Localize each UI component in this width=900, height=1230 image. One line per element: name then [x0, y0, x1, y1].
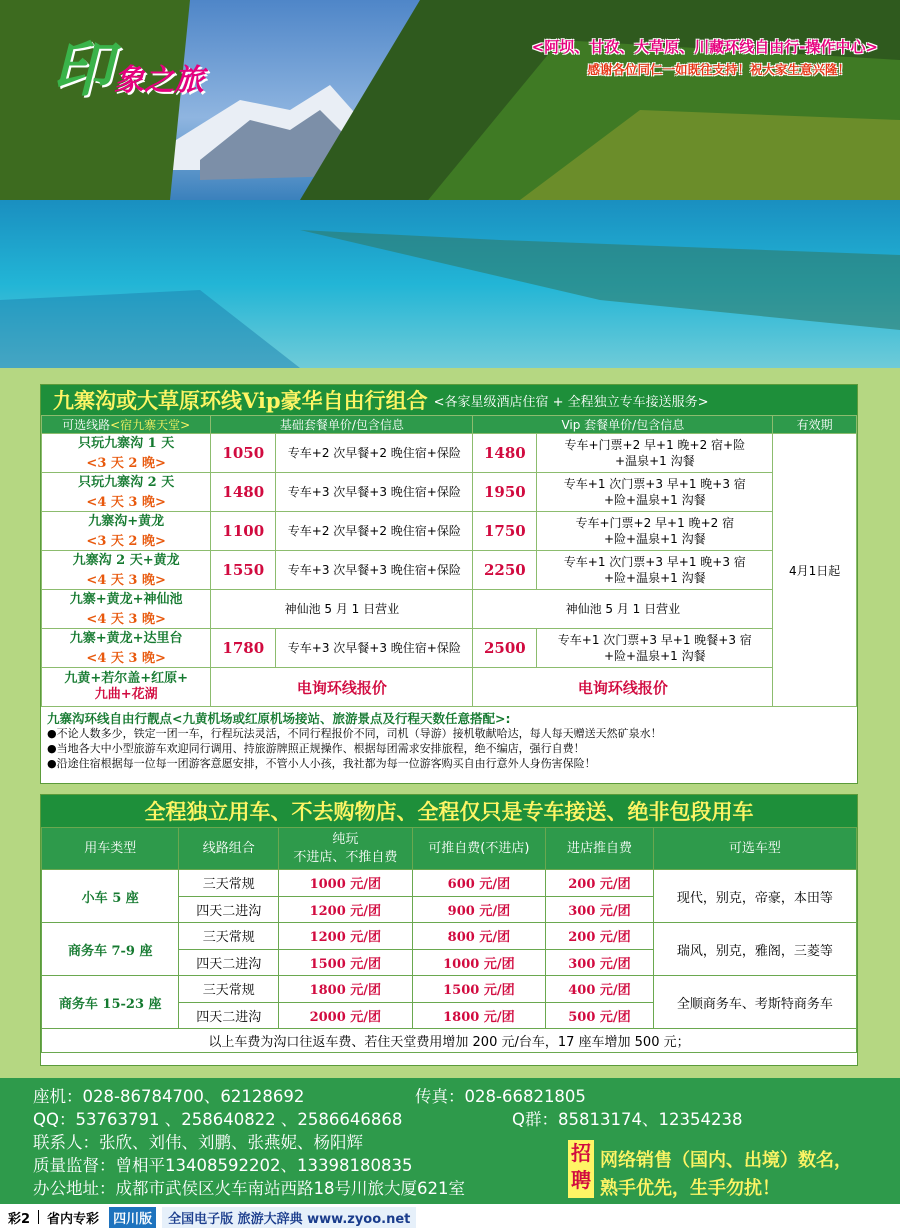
contact-people: 联系人：张欣、刘伟、刘鹏、张燕妮、杨阳辉	[33, 1133, 363, 1152]
recruit-badge: 招聘	[568, 1140, 594, 1198]
package-title: 九寨沟或大草原环线Vip豪华自由行组合	[53, 388, 428, 413]
qq-text: QQ：53763791 、258640822 、2586646868	[33, 1110, 403, 1129]
table-row: 九寨+黄龙+达里台 <4 天 3 晚> 1780 专车+3 次早餐+3 晚住宿+保险 2500 专车+1 次门票+3 早+1 晚餐+3 宿 +险+温泉+1 沟餐	[42, 629, 857, 668]
col-vip-header: Vip 套餐单价/包含信息	[473, 416, 773, 434]
table-row: 只玩九寨沟 1 天 <3 天 2 晚> 1050 专车+2 次早餐+2 晚住宿+保险 1480 专车+门票+2 早+1 晚+2 宿+险 +温泉+1 沟餐 4月1日起	[42, 434, 857, 473]
edition-badge: 四川版	[109, 1207, 156, 1228]
recruit-line-2: 熟手优先，生手勿扰！	[600, 1178, 780, 1199]
table-row: 九黄+若尔盖+红原+ 九曲+花湖 电询环线报价 电询环线报价	[42, 668, 857, 707]
table-row: 九寨+黄龙+神仙池 <4 天 3 晚> 神仙池 5 月 1 日营业 神仙池 5 月 1 日营业	[42, 590, 857, 629]
hero-headline: <阿坝、甘孜、大草原、川藏环线自由行-操作中心>	[531, 38, 878, 56]
package-subtitle: <各家星级酒店住宿 + 全程独立专车接送服务>	[433, 394, 709, 410]
table-row: 商务车 7-9 座 三天常规 1200 元/团 800 元/团 200 元/团 瑞风，别克，雅阁，三菱等	[42, 923, 857, 950]
col-optional-paid: 可推自费(不进店)	[412, 828, 546, 870]
col-valid-header: 有效期	[773, 416, 857, 434]
fax-text: 传真：028-66821805	[415, 1087, 586, 1106]
page-footer	[0, 1204, 900, 1230]
car-rental-table	[41, 827, 857, 1053]
office-address: 办公地址：成都市武侯区火车南站西路18号川旅大厦621室	[33, 1179, 465, 1198]
table-row: 九寨沟 2 天+黄龙 <4 天 3 晚> 1550 专车+3 次早餐+3 晚住宿+保险 2250 专车+1 次门票+3 早+1 晚+3 宿 +险+温泉+1 沟餐	[42, 551, 857, 590]
col-models: 可选车型	[653, 828, 856, 870]
section-name: 省内专彩	[47, 1211, 100, 1227]
table-row: 九寨沟+黄龙 <3 天 2 晚> 1100 专车+2 次早餐+2 晚住宿+保险 1750 专车+门票+2 早+1 晚+2 宿 +险+温泉+1 沟餐	[42, 512, 857, 551]
hero-banner	[0, 0, 900, 368]
package-title-bar	[41, 385, 857, 415]
table-row: 四天二进沟 1200 元/团 900 元/团 300 元/团	[42, 896, 857, 923]
qq-group-text: Q群：85813174、12354238	[512, 1110, 743, 1129]
package-table	[41, 415, 857, 707]
recruit-line-1: 网络销售（国内、出境）数名，	[600, 1150, 852, 1171]
table-row: 四天二进沟 2000 元/团 1800 元/团 500 元/团	[42, 1002, 857, 1029]
car-rental-panel	[40, 794, 858, 1066]
table-footnote-row: 以上车费为沟口往返车费、若住天堂费用增加 200 元/台车，17 座车增加 500 元；	[42, 1029, 857, 1053]
col-route-combo: 线路组合	[179, 828, 279, 870]
package-notes: 九寨沟环线自由行靓点<九黄机场或红原机场接站、旅游景点及行程天数任意搭配>: ●不论人数多少，铁定一团一车，行程玩法灵活，不同行程报价不同，司机（导游）接机敬献哈达，每人每天赠送天然矿泉水！ ●当地各大中小型旅游车欢迎同行调用、持旅游牌照正规操作、根据每团需求安排旅程，绝不编店，强行自费！ ●沿途住宿根据每一位每一团游客意愿安排，不管小人小孩，我社都为每一位游客购买自由行意外人身伤害保险！	[47, 711, 662, 770]
col-route-header: 可选线路<宿九寨天堂>	[42, 416, 211, 434]
brand-logo: 印象之旅	[52, 35, 204, 105]
validity-cell: 4月1日起	[773, 434, 857, 707]
publication-text: 全国电子版 旅游大辞典 www.zyoo.net	[162, 1207, 416, 1228]
col-pure-play: 纯玩 不进店、不推自费	[279, 828, 413, 870]
table-row: 小车 5 座 三天常规 1000 元/团 600 元/团 200 元/团 现代，别克，帝豪，本田等	[42, 870, 857, 897]
hero-slogan: 感谢各位同仁一如既往支持！祝大家生意兴隆！	[587, 62, 850, 77]
quality-supervisor: 质量监督：曾相平13408592202、13398180835	[33, 1156, 413, 1175]
col-car-type: 用车类型	[42, 828, 179, 870]
table-row: 四天二进沟 1500 元/团 1000 元/团 300 元/团	[42, 949, 857, 976]
phone-text: 座机：028-86784700、62128692	[33, 1087, 305, 1106]
table-row: 商务车 15-23 座 三天常规 1800 元/团 1500 元/团 400 元/团 全顺商务车、考斯特商务车	[42, 976, 857, 1003]
car-rental-title: 全程独立用车、不去购物店、全程仅只是专车接送、绝非包段用车	[41, 795, 857, 827]
col-basic-header: 基础套餐单价/包含信息	[211, 416, 473, 434]
package-panel	[40, 384, 858, 784]
table-row: 只玩九寨沟 2 天 <4 天 3 晚> 1480 专车+3 次早餐+3 晚住宿+保险 1950 专车+1 次门票+3 早+1 晚+3 宿 +险+温泉+1 沟餐	[42, 473, 857, 512]
main-content	[0, 368, 900, 1078]
col-shop-paid: 进店推自费	[546, 828, 654, 870]
page-number: 彩2	[8, 1211, 31, 1227]
